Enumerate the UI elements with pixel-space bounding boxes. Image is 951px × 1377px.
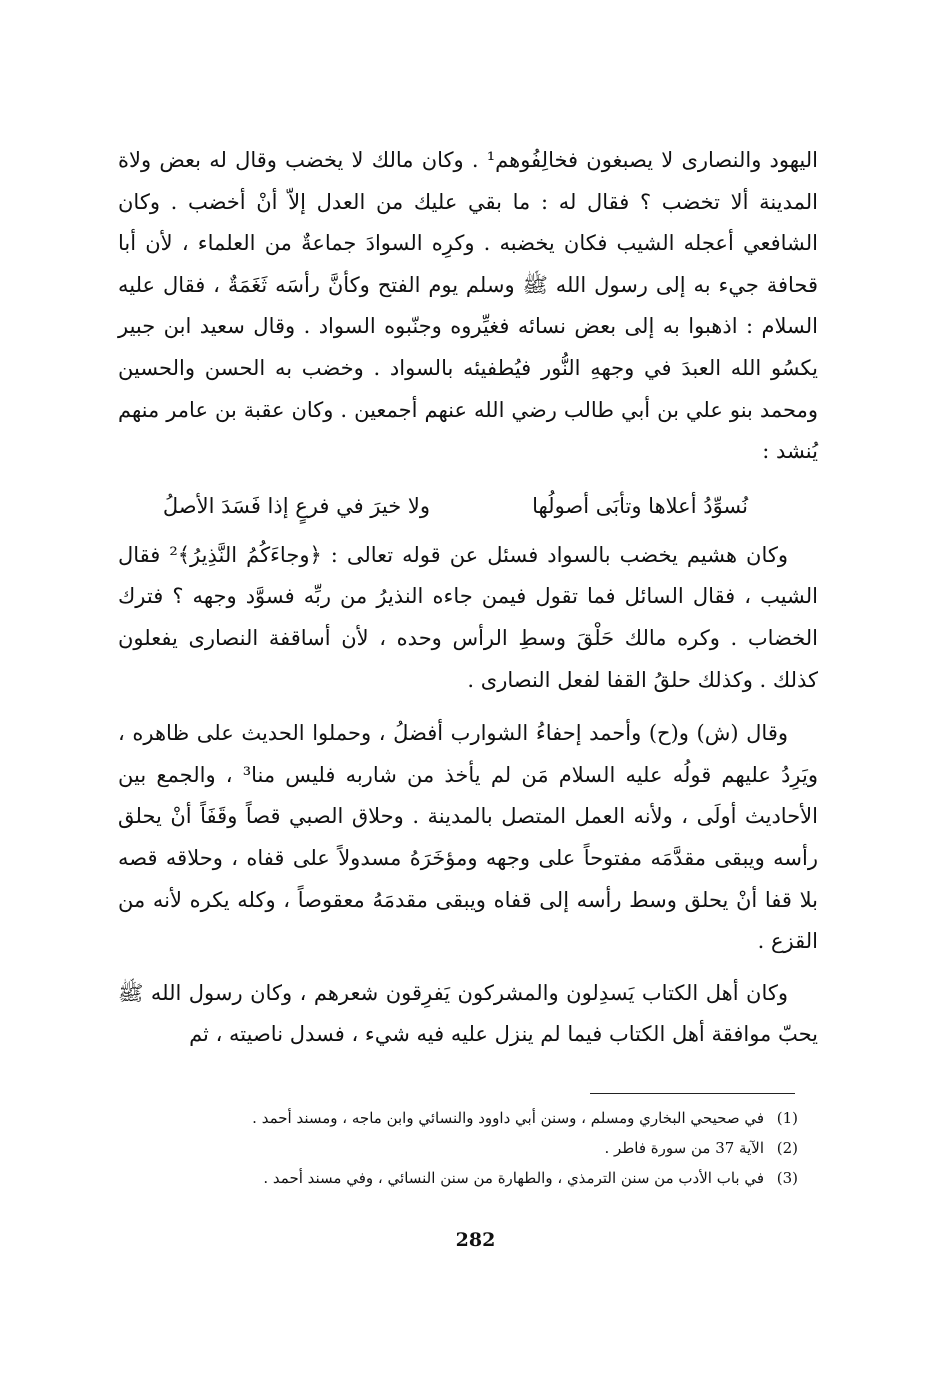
paragraph-3: وقال (ش) و(ح) وأحمد إحفاءُ الشوارب أفضلُ ، وحملوا الحديث على ظاهره ، ويَرِدُ عليهم قولُه عليه السلام مَن لم يأخذ من شاربه فليس منا³ ، والجمع بين الأحاديث أولَى ، ولأنه العمل المتصل بالمدينة . وحلاق الصبي قصاً وقَفَاً أنْ يحلق رأسه ويبقى مقدَّمَه مفتوحاً على وجهه ومؤخَرَهُ مسدولاً على قفاه ، وحلاقه قصه بلا قفا أنْ يحلق وسط رأسه إلى قفاه ويبقى مقدمَهُ معقوصاً ، وكله يكره لأنه من القزع . — [118, 721, 818, 954]
verse-first-hemistich: نُسوِّدُ أعلاها وتأبَى أصولُها — [532, 493, 748, 518]
page-number: 282 — [455, 1229, 496, 1251]
footnote-1 — [170, 1103, 798, 1133]
footnote-number: (1) — [776, 1109, 798, 1127]
footnote-separator — [590, 1093, 795, 1094]
main-text — [118, 140, 818, 1056]
footnote-text: في صحيحي البخاري ومسلم ، وسنن أبي داوود والنسائي وابن ماجه ، ومسند أحمد . — [252, 1109, 764, 1127]
poetry-verse — [118, 483, 818, 529]
footnote-text: في باب الأدب من سنن الترمذي ، والطهارة من سنن النسائي ، وفي مسند أحمد . — [263, 1169, 764, 1187]
footnote-2 — [170, 1133, 798, 1163]
footnote-number: (2) — [776, 1139, 798, 1157]
footnote-number: (3) — [776, 1169, 798, 1187]
paragraph-1: اليهود والنصارى لا يصبغون فخالِفُوهم¹ . وكان مالك لا يخضب وقال له بعض ولاة المدينة ألا تخضب ؟ فقال له : ما بقي عليك من العدل إلاّ أنْ أخضب . وكان الشافعي أعجله الشيب فكان يخضبه . وكرِه السوادَ جماعةٌ من العلماء ، لأن أبا قحافة جيء به إلى رسول الله ﷺ وسلم يوم الفتح وكأنَّ رأسَه ثَغَمَةٌ ، فقال عليه السلام : اذهبوا به إلى بعض نسائه فغيِّروه وجنّبوه السواد . وقال سعيد ابن جبير يكسُو الله العبدَ في وجههِ النُّور فيُطفيئه بالسواد . وخضب به الحسن والحسين ومحمد بنو علي بن أبي طالب رضي الله عنهم أجمعين . وكان عقبة بن عامر منهم يُنشد : — [118, 148, 818, 464]
footnote-3 — [170, 1163, 798, 1193]
paragraph-2: وكان هشيم يخضب بالسواد فسئل عن قوله تعالى : ﴿وجاءَكُمُ النَّذِيرُ﴾² فقال الشيب ، فقال السائل فما تقول فيمن جاءه النذيرُ من ربِّه فسوَّد وجهه ؟ فترك الخضاب . وكره مالك حَلْقَ وسطِ الرأس وحده ، لأن أساقفة النصارى يفعلون كذلك . وكذلك حلقُ القفا لفعل النصارى . — [118, 542, 818, 692]
verse-second-hemistich: ولا خيرَ في فرعٍ إذا فَسَدَ الأصلُ — [162, 493, 430, 518]
footnotes — [170, 1103, 798, 1193]
footnote-text: الآية 37 من سورة فاطر . — [604, 1139, 764, 1157]
paragraph-4: وكان أهل الكتاب يَسدِلون والمشركون يَفرِقون شعرهم ، وكان رسول الله ﷺ يحبّ موافقة أهل الكتاب فيما لم ينزل عليه فيه شيء ، فسدل ناصيته ، ثم — [118, 980, 818, 1047]
